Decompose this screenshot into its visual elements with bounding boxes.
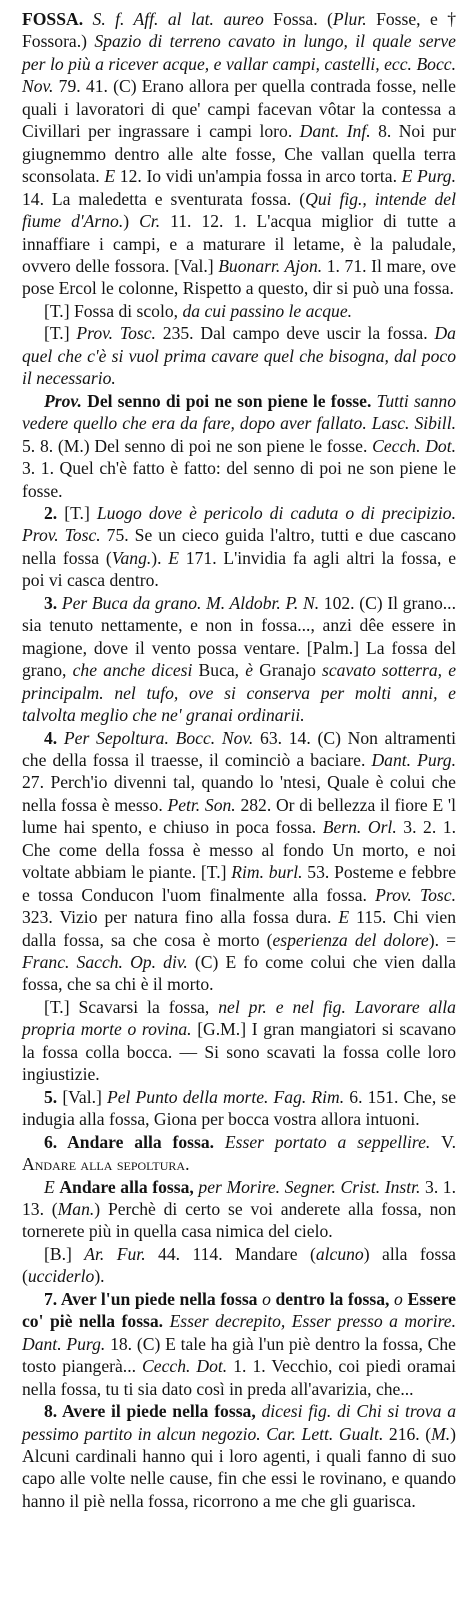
sense-p-3: [22, 592, 456, 727]
entry-definition: [22, 9, 456, 298]
text-run: [T.]: [64, 502, 97, 523]
text-run: Del senno di poi ne son piene le fosse.: [87, 390, 377, 411]
text-run: E Purg.: [401, 166, 456, 187]
sense-p-6-e: [22, 1176, 456, 1243]
text-run: 3. 1. 13. (: [22, 1176, 456, 1220]
text-run: Prov. Tosc.: [375, 884, 456, 905]
text-run: 1. 71. Il mare, ove pose Ercol le colonne, Rispetto a questo, dir si può una fossa.: [22, 255, 456, 299]
text-run: Fossa. (: [273, 9, 333, 29]
text-run: 63. 14. (C) Non altramenti che della fossa il traesse, il cominciò a baciare.: [22, 727, 457, 770]
text-run: [T.]: [44, 323, 77, 344]
text-run: [T.] Fossa di scolo,: [44, 300, 183, 321]
text-run: E: [338, 907, 357, 928]
text-run: E: [44, 1176, 60, 1197]
text-run: per Morire. Segner. Crist. Instr.: [198, 1176, 426, 1197]
text-run: Andare alla fossa,: [59, 1176, 199, 1197]
text-run: Cr.: [139, 211, 171, 232]
text-run: E: [104, 166, 120, 187]
text-run: Esser portato a seppellire.: [224, 1131, 442, 1152]
text-run: [G.M.] I gran mangiatori si scavano la fossa colla bocca. — Si sono scavati la fossa colle loro ingiustizie.: [22, 1019, 457, 1085]
text-run: Rim. burl.: [231, 862, 308, 883]
text-run: Prov.: [44, 390, 88, 411]
text-run: 6. 151. Che, se indugia alla fossa, Giona per bocca vostra allora intuoni.: [22, 1086, 457, 1130]
headword: FOSSA.: [22, 9, 84, 29]
text-run: M.: [431, 1423, 451, 1444]
text-run: Prov. Tosc.: [76, 323, 163, 344]
text-run: Petr. Son.: [167, 794, 241, 815]
text-run: dentro la fossa,: [275, 1288, 395, 1309]
sense-p-6: [22, 1131, 456, 1176]
text-run: Spazio di terreno cavato in lungo, il quale serve per lo più a ricever acque, e vallar campi, castelli, ecc.: [22, 31, 456, 74]
text-run: Man.: [57, 1199, 95, 1220]
text-run: o: [262, 1288, 276, 1309]
text-run: o: [394, 1288, 408, 1309]
text-run: Esser decrepito, Esser presso a morire. Dant. Purg.: [22, 1311, 456, 1354]
text-run: 53. Posteme e febbre e tossa Conducon l'uom finalmente alla fossa.: [22, 862, 457, 905]
text-run: (C) E fo come colui che vien dalla fossa, che sa chi è il morto.: [22, 952, 456, 995]
text-run: E: [168, 547, 186, 568]
text-run: Dant. Purg.: [371, 749, 457, 770]
text-run: ) Perchè di certo se voi anderete alla fossa, non tornerete più in quella casa nimica del cielo.: [22, 1199, 456, 1242]
text-run: 4.: [44, 727, 64, 748]
text-run: 5.: [44, 1086, 63, 1107]
text-run: scavato sotterra, e principalm. nel tufo, ove si conserva per molti anni, e talvolta meglio che ne' granai ordinarii.: [22, 660, 456, 726]
sense-p-7: [22, 1288, 456, 1400]
sense-p-6-b: [22, 1243, 456, 1288]
text-run: che anche dicesi: [72, 660, 199, 681]
sense-p-t-prov: [22, 322, 456, 389]
text-run: Franc. Sacch. Op. div.: [22, 952, 195, 973]
text-run: Luogo dove è pericolo di caduta o di precipizio. Prov. Tosc.: [22, 502, 456, 546]
text-run: 44. 114. Mandare (: [158, 1243, 316, 1264]
text-run: 1. 1. Vecchio, coi piedi oramai nella fossa, tu ti sia dato così in preda all'avarizia, che...: [22, 1356, 456, 1399]
text-run: 3.: [44, 592, 62, 613]
text-run: 7. Aver l'un piede nella fossa: [44, 1288, 263, 1309]
text-run: Pel Punto della morte. Fag. Rim.: [107, 1086, 350, 1107]
sense-p-prov-senno: [22, 390, 456, 502]
text-run: 14. La maledetta e sventurata fossa. (: [22, 188, 306, 209]
text-run: Tutti sanno vedere quello che era da fare, dopo aver fallato. Lasc. Sibill.: [22, 390, 456, 434]
text-run: 8. Noi pur giugnemmo dentro alle alte fosse, Che vallan quella terra sconsolata.: [22, 121, 456, 187]
text-run: ) Alcuni cardinali hanno qui i loro agenti, i quali fanno di suo capo alle volte nelle cause, fin che essi le rovinano, e quando hanno il piè nella fossa, ricorrono a me che gli guarisca.: [22, 1423, 456, 1511]
text-run: 2.: [44, 502, 65, 523]
text-run: [B.]: [44, 1243, 85, 1264]
text-run: 8. Avere il piede nella fossa,: [44, 1401, 262, 1422]
text-run: V.: [441, 1131, 456, 1152]
text-run: 12. Io vidi un'ampia fossa in arco torta.: [119, 166, 402, 187]
text-run: 79. 41. (C) Erano allora per quella contrada fosse, nelle quali i lavoratori di que' campi facevan vôtar la contessa a Civillari per ingrassare i campi loro.: [22, 76, 456, 142]
text-run: Essere co' piè nella fossa.: [22, 1288, 456, 1332]
text-run: Plur.: [332, 9, 377, 29]
text-run: 18. (C) E tale ha già l'un piè dentro la fossa, Che tosto piangerà...: [22, 1333, 456, 1377]
text-run: Fosse, e † Fossora.): [22, 9, 456, 52]
text-run: nel pr. e nel fig. Lavorare alla propria morte o rovina.: [22, 996, 456, 1040]
text-run: 5. 8. (M.) Del senno di poi ne son piene le fosse.: [22, 435, 373, 456]
text-run: Buonarr. Ajon.: [218, 255, 327, 276]
text-run: 3. 2. 1. Che come della fossa è messo al fondo Un morto, e noi voltate abbiam le piante. [T.]: [22, 817, 457, 883]
text-run: dicesi fig. di Chi si trova a pessimo partito in alcun negozio. Car. Lett. Gualt.: [22, 1401, 456, 1444]
text-run: Vang.: [111, 547, 152, 568]
text-run: Cecch. Dot.: [372, 435, 457, 456]
text-run: 11. 12. 1. L'acqua miglior di tutte a innaffiare i campi, e a maturare il letame, è la paludale, ovvero delle fossora. [Val.]: [22, 211, 456, 276]
text-run: 235. Dal campo deve uscir la fossa.: [162, 323, 435, 344]
text-run: ucciderlo: [27, 1266, 95, 1287]
text-run: Ar. Fur.: [84, 1243, 159, 1264]
sense-p-2: [22, 502, 456, 592]
text-run: 27. Perch'io divenni tal, quando lo 'ntesi, Quale è colui che nella fossa è messo.: [22, 772, 456, 815]
text-run: S. f. Aff. al lat. aureo: [83, 9, 274, 29]
text-run: Qui fig., intende del fiume d'Arno.: [22, 188, 456, 232]
text-run: ). =: [428, 929, 456, 950]
text-run: Per Sepoltura. Bocc. Nov.: [63, 727, 261, 748]
text-run: [T.] Scavarsi la fossa,: [44, 996, 219, 1017]
text-run: Bocc. Nov.: [22, 53, 456, 97]
sense-p-4-t: [22, 996, 456, 1086]
text-run: ).: [151, 547, 169, 568]
text-run: ): [123, 211, 140, 232]
text-run: Per Buca da grano. M. Aldobr. P. N.: [61, 592, 324, 613]
text-run: 171. L'invidia fa agli altri la fossa, e poi vi casca dentro.: [22, 547, 456, 591]
text-run: 75. Se un cieco guida l'altro, tutti e due cascano nella fossa (: [22, 525, 456, 568]
text-run: Buca,: [198, 660, 246, 681]
text-run: 216. (: [388, 1423, 432, 1444]
text-run: ).: [94, 1266, 105, 1287]
text-run: [Val.]: [62, 1086, 107, 1107]
text-run: ) alla fossa (: [22, 1243, 456, 1287]
text-run: Da quel che c'è si vuol prima cavare quel che bisogna, dal poco il necessario.: [22, 323, 456, 389]
text-run: 6. Andare alla fossa.: [44, 1131, 225, 1152]
text-run: Andare alla sepoltura.: [22, 1154, 190, 1175]
text-run: alcuno: [315, 1243, 364, 1264]
sense-p-t-scolo: [22, 300, 456, 322]
text-run: Bern. Orl.: [322, 817, 404, 838]
sense-p-8: [22, 1400, 456, 1512]
text-run: 3. 1. Quel ch'è fatto è fatto: del senno di poi ne son piene le fosse.: [22, 458, 456, 501]
text-run: Dant. Inf.: [299, 121, 379, 142]
text-run: 282. Or di bellezza il fiore E 'l lume hai spento, e chiuso in poca fossa.: [22, 794, 456, 838]
text-run: Granajo: [259, 660, 323, 681]
text-run: da cui passino le acque.: [182, 300, 353, 321]
text-run: esperienza del dolore: [272, 929, 429, 950]
text-run: 115. Chi vien dalla fossa, sa che cosa è morto (: [22, 907, 456, 950]
text-run: 102. (C) Il grano... sia tenuto nettamente, e non in fossa..., anzi dêe essere in magione, dove il vento possa ventare. [Palm.] La fossa del grano,: [22, 592, 456, 681]
text-run: Cecch. Dot.: [142, 1356, 234, 1377]
entry-header: [22, 8, 456, 300]
sense-p-5: [22, 1086, 456, 1131]
text-run: è: [245, 660, 260, 681]
entry-senses: [22, 300, 456, 1512]
text-run: 323. Vizio per natura fino alla fossa dura.: [22, 907, 339, 928]
sense-p-4: [22, 727, 456, 996]
